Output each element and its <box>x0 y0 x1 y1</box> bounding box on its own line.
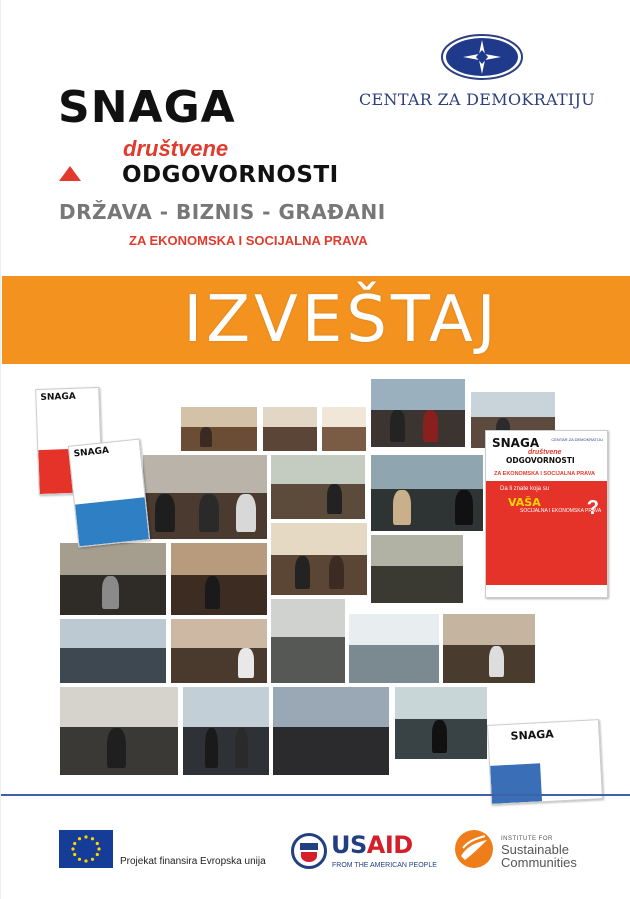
isc-institute-label: INSTITUTE FOR <box>501 836 553 842</box>
isc-flame-icon <box>453 828 495 870</box>
brochure-rights: SOCIJALNA I EKONOMSKA PRAVA <box>520 508 602 514</box>
brochure-mark: ? <box>586 497 599 519</box>
brochure-second: ODGOVORNOSTI <box>506 456 575 465</box>
cover-title-drustvene: društvene <box>123 136 229 161</box>
footer-rule <box>1 794 630 796</box>
usaid-seal-icon <box>291 833 327 869</box>
brochure-question: Da li znate koja su <box>500 486 550 492</box>
centar-za-demokratiju-logo <box>441 34 523 80</box>
report-title: IZVEŠTAJ <box>183 283 500 357</box>
photo-workshop-2 <box>261 405 319 453</box>
photo-conference-room <box>141 453 269 541</box>
eu-funding-caption: Projekat finansira Evropska unija <box>120 856 266 867</box>
brochure-cover <box>485 430 608 598</box>
photo-panel <box>169 617 269 685</box>
photo-workshop-1 <box>179 405 259 453</box>
red-triangle-icon <box>59 166 81 181</box>
cover-title-snaga: SNAGA <box>58 82 236 133</box>
eu-flag-icon <box>59 830 113 868</box>
photo-assembly <box>271 685 391 777</box>
photo-workshop-3 <box>320 405 368 453</box>
photo-seminar <box>58 685 180 777</box>
cover-subtitle: DRŽAVA - BIZNIS - GRAĐANI <box>59 200 386 224</box>
usaid-wordmark: USAID <box>331 831 413 859</box>
brochure-italic: društvene <box>528 449 562 456</box>
photo-presentation <box>347 612 441 685</box>
photo-bus <box>58 617 168 685</box>
photo-stand-street <box>369 377 467 449</box>
brochure-sub: ZA EKONOMSKA I SOCIJALNA PRAVA <box>494 471 595 477</box>
photo-street-stand <box>369 453 485 533</box>
photo-speakers <box>269 521 369 597</box>
cover-title-odgovornosti: ODGOVORNOSTI <box>122 162 339 188</box>
organization-name: CENTAR ZA DEMOKRATIJU <box>359 90 596 109</box>
cover-tagline: ZA EKONOMSKA I SOCIJALNA PRAVA <box>129 233 368 248</box>
report-band <box>2 276 630 364</box>
isc-name-line1: Sustainable <box>501 842 569 857</box>
photo-hall-1 <box>58 541 168 617</box>
photo-exhibit <box>269 597 347 685</box>
usaid-tagline: FROM THE AMERICAN PEOPLE <box>332 862 437 869</box>
brochure-title: SNAGA <box>492 436 540 450</box>
photo-roundtable-1 <box>269 453 367 521</box>
isc-name-line2: Communities <box>501 855 577 870</box>
brochure-org: CENTAR ZA DEMOKRATIJU <box>551 437 603 442</box>
photo-street-event <box>181 685 271 777</box>
brochure-thumbnail-2: SNAGA <box>68 439 150 548</box>
photo-audience <box>369 533 465 605</box>
isc-name <box>501 843 577 869</box>
brochure-highlight: VAŠA <box>508 496 541 509</box>
photo-meeting-2 <box>169 541 269 617</box>
brochure-thumbnail-1: SNAGA <box>35 387 103 495</box>
photo-roundtable-2 <box>441 612 537 685</box>
photo-outdoor <box>393 685 489 761</box>
brochure-thumbnail-3: SNAGA <box>487 719 603 805</box>
